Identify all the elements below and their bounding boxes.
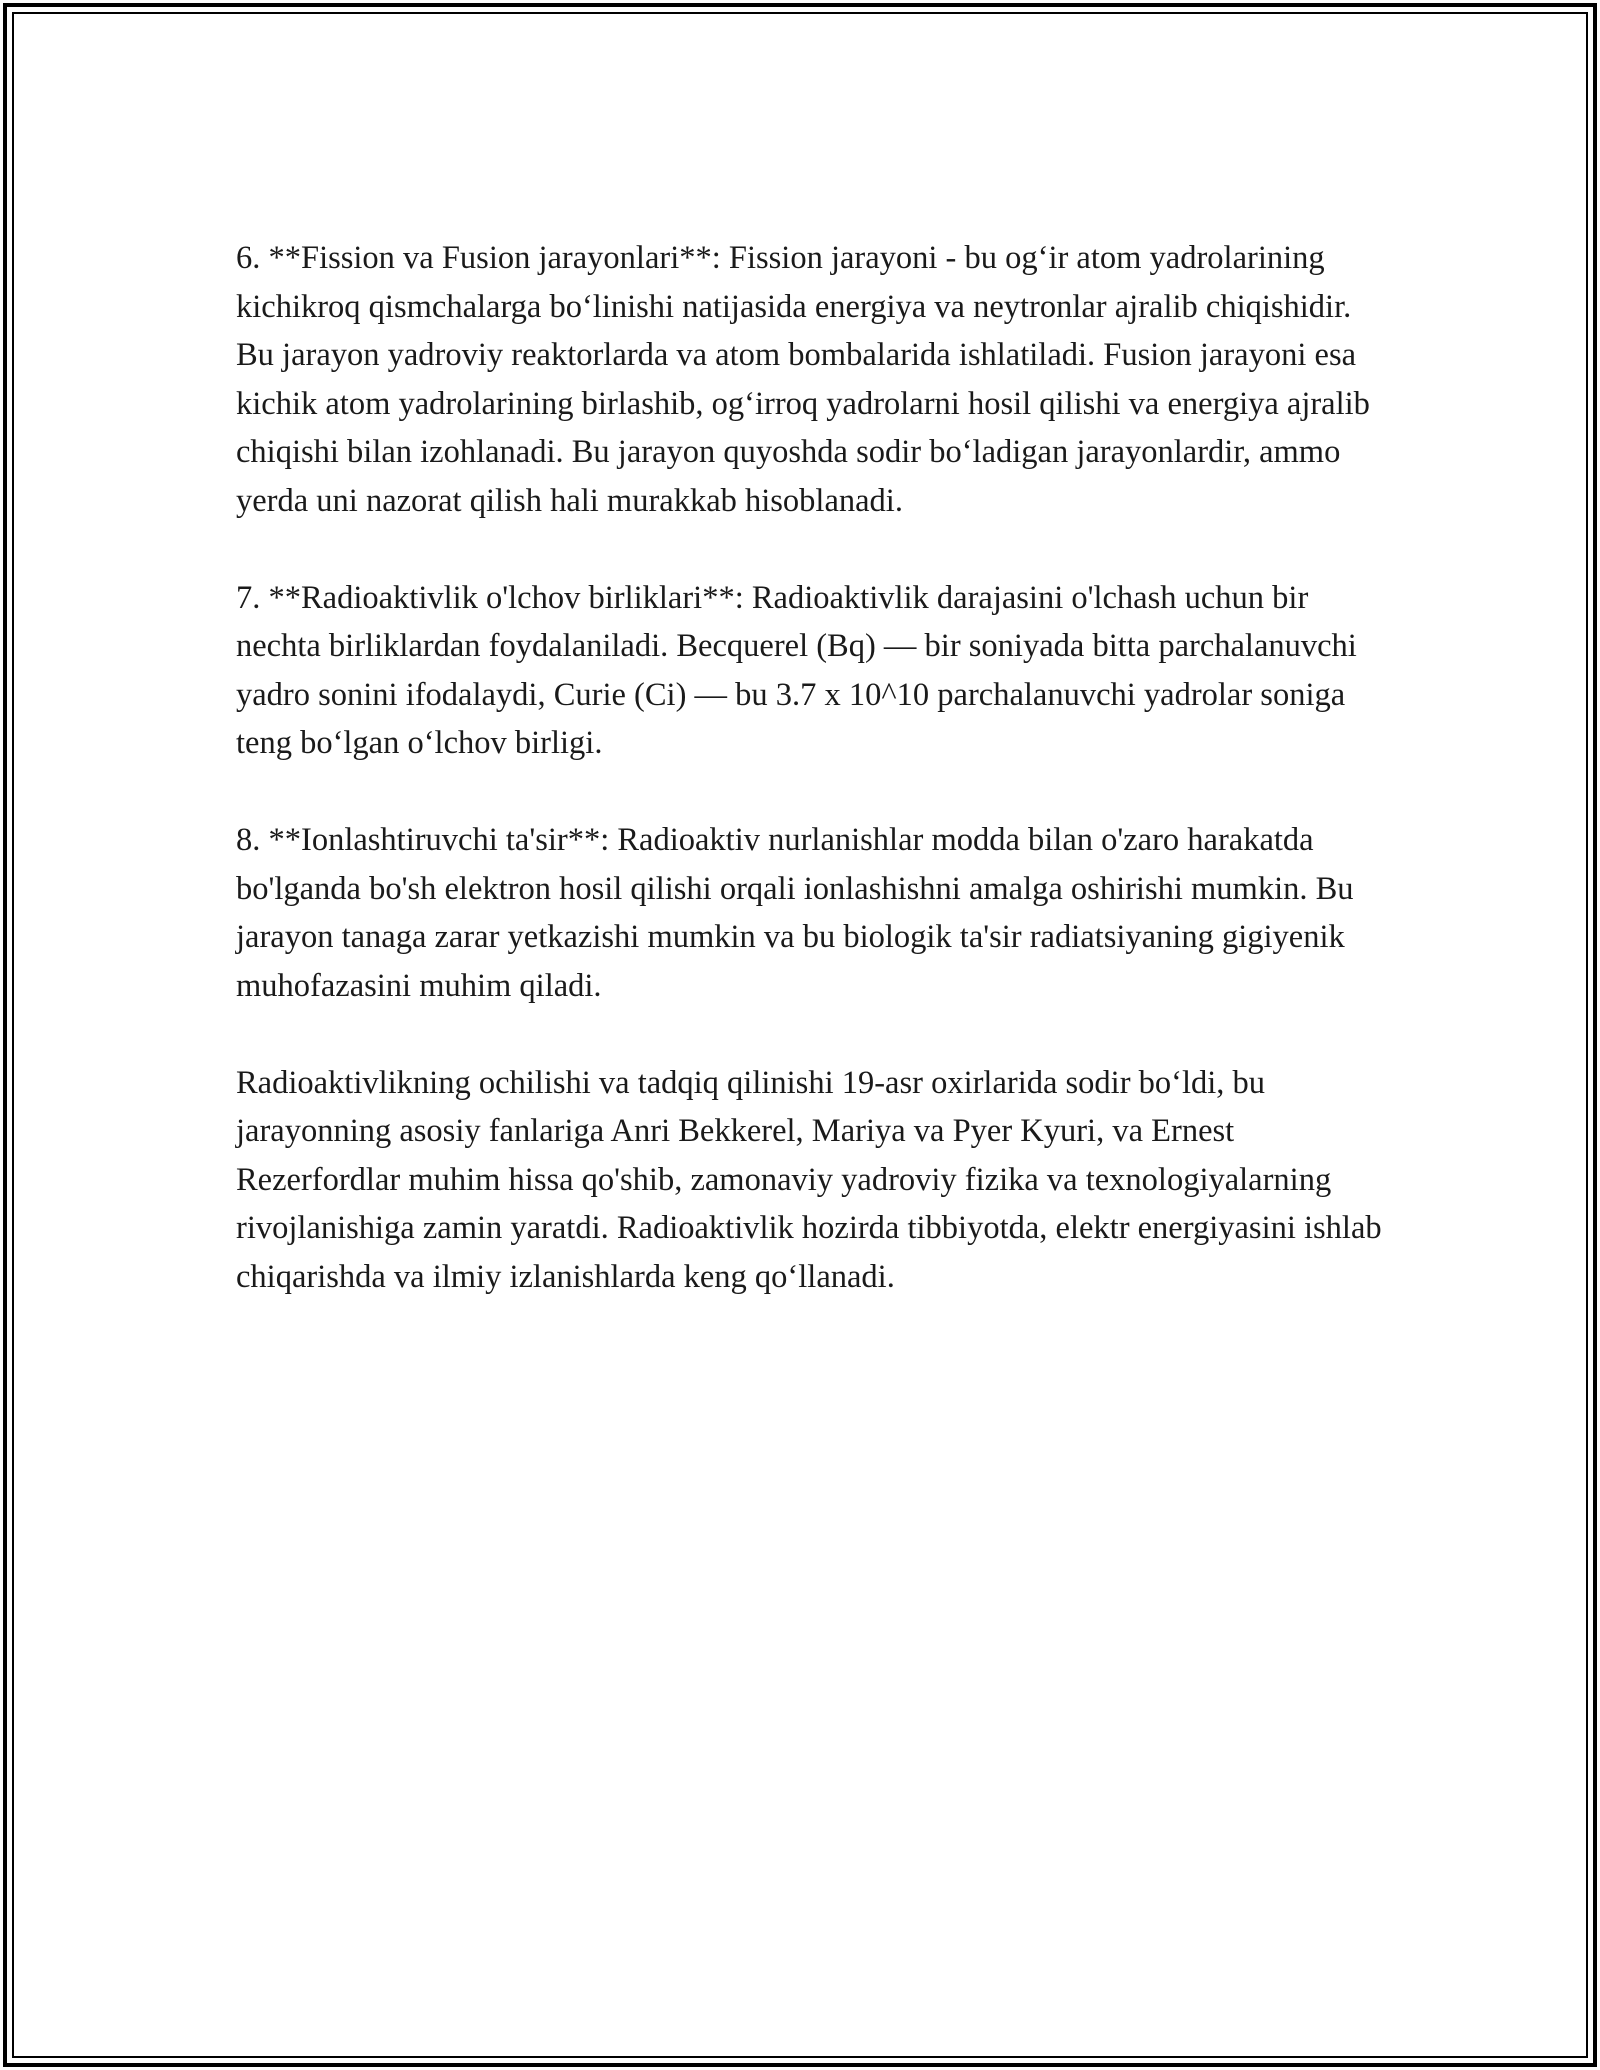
paragraph-measurement-units: 7. **Radioaktivlik o'lchov birliklari**: Radioaktivlik darajasini o'lchash uchun bir nechta birliklardan foydalaniladi. Becquerel (Bq) — bir soniyada bitta parchalanuvchi yadro sonini ifodalaydi, Curie (Ci) — bu 3.7 x 10^10 parchalanuvchi yadrolar soniga teng bo‘lgan o‘lchov birligi. [236, 579, 1357, 761]
paragraph-history: Radioaktivlikning ochilishi va tadqiq qilinishi 19-asr oxirlarida sodir bo‘ldi, bu jarayonning asosiy fanlariga Anri Bekkerel, Mariya va Pyer Kyuri, va Ernest Rezerfordlar muhim hissa qo'shib, zamonaviy yadroviy fizika va texnologiyalarning rivojlanishiga zamin yaratdi. Radioaktivlik hozirda tibbiyotda, elektr energiyasini ishlab chiqarishda va ilmiy izlanishlarda keng qo‘llanadi. [236, 1064, 1382, 1295]
paragraph-ionizing-effect: 8. **Ionlashtiruvchi ta'sir**: Radioaktiv nurlanishlar modda bilan o'zaro harakatda bo'lganda bo'sh elektron hosil qilishi orqali ionlashishni amalga oshirishi mumkin. Bu jarayon tanaga zarar yetkazishi mumkin va bu biologik ta'sir radiatsiyaning gigiyenik muhofazasini muhim qiladi. [236, 822, 1354, 1004]
paragraph-fission-fusion: 6. **Fission va Fusion jarayonlari**: Fission jarayoni - bu og‘ir atom yadrolarining kichikroq qismchalarga bo‘linishi natijasida energiya va neytronlar ajralib chiqishidir. Bu jarayon yadroviy reaktorlarda va atom bombalarida ishlatiladi. Fusion jarayoni esa kichik atom yadrolarining birlashib, og‘irroq yadrolarni hosil qilishi va energiya ajralib chiqishi bilan izohlanadi. Bu jarayon quyoshda sodir bo‘ladigan jarayonlardir, ammo yerda uni nazorat qilish hali murakkab hisoblanadi. [236, 240, 1370, 519]
document-body [236, 234, 1386, 1350]
